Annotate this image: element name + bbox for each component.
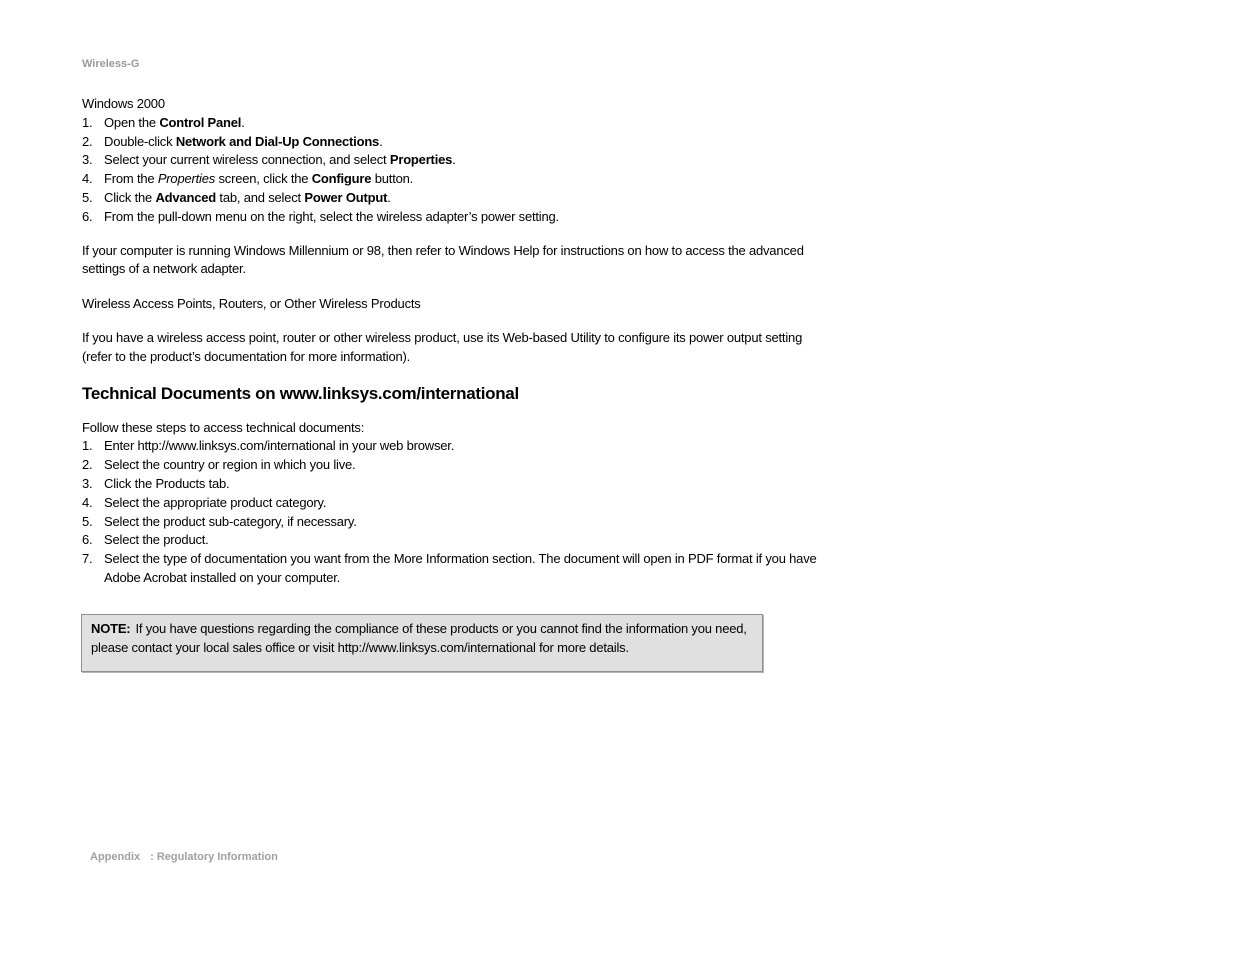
list-item: 3. Click the Products tab. — [82, 475, 822, 494]
technical-docs-intro: Follow these steps to access technical documents: — [82, 419, 365, 435]
step-number: 6. — [82, 208, 93, 224]
step-number: 2. — [82, 133, 93, 149]
list-item: 1. Open the Control Panel. — [82, 114, 822, 133]
emphasis: Network and Dial-Up Connections — [175, 133, 380, 149]
list-item: 7. Select the type of documentation you want from the More Information section. The document will open in PDF format if you have Adobe Acrobat installed on your computer. — [82, 551, 817, 585]
step-number: 4. — [82, 494, 93, 510]
step-number: 1. — [82, 438, 93, 454]
list-item: 4. From the Properties screen, click the Configure button. — [82, 170, 822, 189]
running-header: Wireless-G — [82, 58, 140, 70]
step-number: 5. — [82, 189, 93, 205]
page-footer — [90, 851, 278, 863]
step-number: 3. — [82, 152, 93, 168]
list-item: 2. Double-click Network and Dial-Up Connections. — [82, 133, 822, 152]
windows-2000-steps — [82, 114, 822, 227]
step-number: 7. — [82, 551, 93, 567]
emphasis: Advanced — [155, 189, 216, 205]
step-number: 6. — [82, 532, 93, 548]
step-number: 3. — [82, 475, 93, 491]
list-item: 1. Enter http://www.linksys.com/international in your web browser. — [82, 437, 822, 456]
list-item: 5. Click the Advanced tab, and select Power Output. — [82, 189, 822, 208]
access-points-heading: Wireless Access Points, Routers, or Other Wireless Products — [82, 296, 421, 312]
list-item: 6. From the pull-down menu on the right, select the wireless adapter’s power setting. — [82, 208, 822, 227]
list-item: 6. Select the product. — [82, 531, 822, 550]
technical-docs-steps — [82, 437, 822, 587]
list-item: 5. Select the product sub-category, if necessary. — [82, 513, 822, 532]
emphasis: Configure — [311, 171, 372, 187]
emphasis: Control Panel — [159, 114, 242, 130]
windows-2000-heading: Windows 2000 — [82, 96, 165, 111]
step-number: 1. — [82, 114, 93, 130]
step-number: 2. — [82, 457, 93, 473]
emphasis: Properties — [157, 171, 216, 187]
access-points-paragraph: If you have a wireless access point, router or other wireless product, use its Web-based Utility to configure its power output setting (refer to the product’s documentation for more information). — [82, 329, 803, 364]
emphasis: Power Output — [304, 189, 388, 205]
list-item: 3. Select your current wireless connection, and select Properties. — [82, 151, 822, 170]
note-box — [81, 614, 763, 672]
step-number: 4. — [82, 171, 93, 187]
section-title: Technical Documents on www.linksys.com/international — [82, 383, 519, 403]
millennium-paragraph: If your computer is running Windows Millennium or 98, then refer to Windows Help for instructions on how to access the advanced settings of a network adapter. — [82, 242, 804, 277]
note-label: NOTE: — [91, 621, 131, 636]
list-item: 2. Select the country or region in which you live. — [82, 456, 822, 475]
step-number: 5. — [82, 513, 93, 529]
footer-title: : Regulatory Information — [150, 851, 278, 863]
footer-section: Appendix — [90, 851, 141, 863]
list-item: 4. Select the appropriate product category. — [82, 494, 822, 513]
emphasis: Properties — [389, 152, 453, 168]
note-text: If you have questions regarding the compliance of these products or you cannot find the information you need, please contact your local sales office or visit http://www.linksys.com/international for more details. — [91, 621, 747, 655]
page-content — [82, 95, 822, 588]
